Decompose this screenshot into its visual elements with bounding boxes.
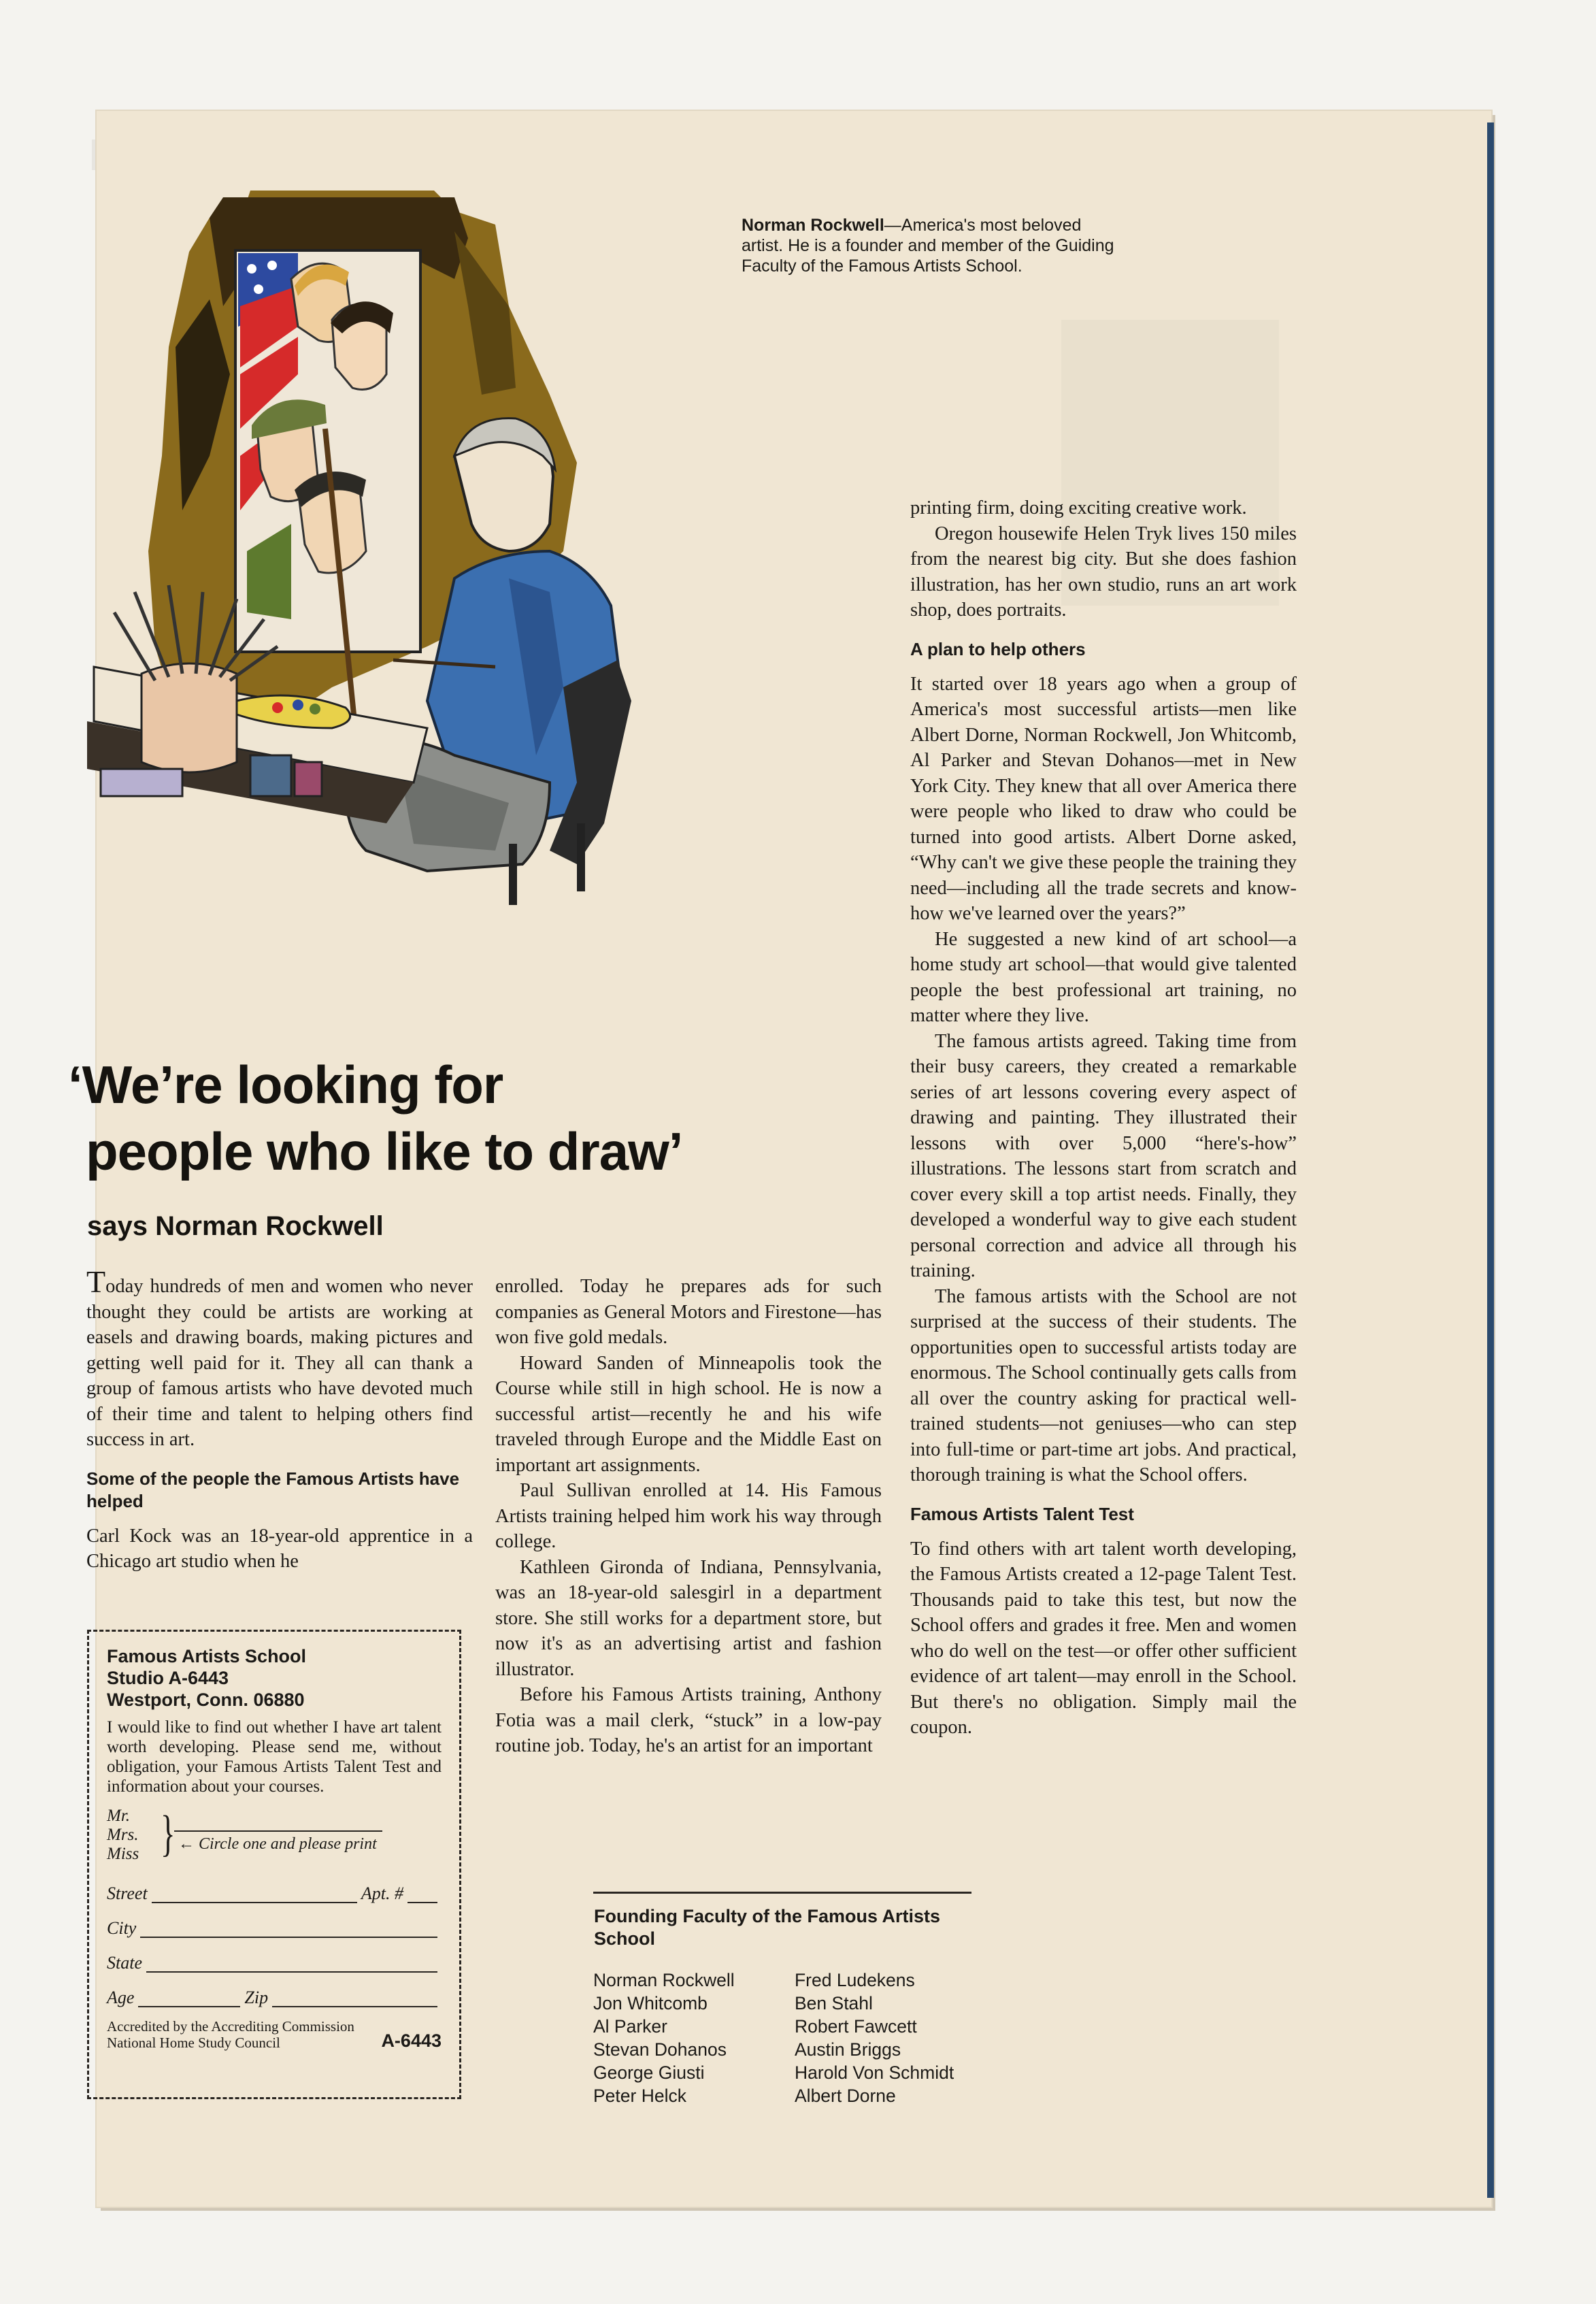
faculty-list-2: [795, 1969, 954, 2107]
headline-line-2: people who like to draw’: [86, 1121, 683, 1181]
state-field[interactable]: [146, 1956, 437, 1973]
faculty-member: Al Parker: [593, 2016, 667, 2037]
faculty-member: Jon Whitcomb: [593, 1993, 708, 2013]
brace-icon: }: [161, 1806, 176, 1862]
coupon-address: [107, 1645, 442, 1711]
street-row: [107, 1883, 442, 1903]
section-heading-helped: Some of the people the Famous Artists have helped: [86, 1468, 460, 1511]
column-2: [495, 1274, 882, 1759]
studio-code: Studio A-6443: [107, 1668, 229, 1688]
paragraph: Kathleen Gironda of Indiana, Pennsylvania, was an 18-year-old salesgirl in a department store. She still works for a department store, but now it's as an advertising artist and fashion illustrator.: [495, 1556, 882, 1680]
faculty-member: Robert Fawcett: [795, 2016, 917, 2037]
state-label: State: [107, 1953, 142, 1973]
accreditation-text: Accredited by the Accrediting Commission National Home Study Council: [107, 2018, 354, 2051]
school-city: Westport, Conn. 06880: [107, 1690, 305, 1710]
age-label: Age: [107, 1988, 135, 2007]
apt-label: Apt. #: [361, 1883, 403, 1903]
apt-field[interactable]: [408, 1887, 437, 1903]
subheadline: says Norman Rockwell: [87, 1211, 384, 1241]
faculty-member: Stevan Dohanos: [593, 2039, 727, 2060]
coupon-code: A-6443: [381, 2030, 442, 2051]
mail-in-coupon[interactable]: [87, 1630, 461, 2099]
paragraph: printing firm, doing exciting creative work.: [910, 497, 1247, 519]
headline-line-1: ‘We’re looking for: [68, 1055, 503, 1115]
circle-instruction: ← Circle one and please print: [178, 1835, 377, 1853]
faculty-member: Albert Dorne: [795, 2086, 896, 2106]
faculty-member: Ben Stahl: [795, 1993, 873, 2013]
cover-spine: [1487, 122, 1494, 2198]
age-zip-row: [107, 1988, 442, 2007]
faculty-heading: Founding Faculty of the Famous Artists School: [594, 1906, 941, 1949]
faculty-member: Peter Helck: [593, 2086, 686, 2106]
column-3: [910, 495, 1297, 1741]
accreditation-row: [107, 2018, 442, 2051]
school-name: Famous Artists School: [107, 1646, 307, 1666]
intro-paragraph: [86, 1264, 473, 1453]
city-label: City: [107, 1918, 137, 1938]
salutation-mr[interactable]: Mr.: [107, 1807, 131, 1825]
paragraph: He suggested a new kind of art school—a home study art school—that would give talented people the best professional art training, no matter where they live.: [910, 928, 1297, 1026]
faculty-member: Harold Von Schmidt: [795, 2062, 954, 2083]
column-1: [86, 1264, 473, 1575]
paragraph: The famous artists with the School are not surprised at the success of their students. The opportunities open to successful artists today are enormous. The School continually gets calls from all over the country asking for practical well-trained students—not geniuses—who can step into full-time or part-time art jobs. And practical, thorough training is what the School offers.: [910, 1285, 1297, 1485]
faculty-member: Fred Ludekens: [795, 1970, 915, 1990]
paragraph: It started over 18 years ago when a group of America's most successful artists—men like Albert Dorne, Norman Rockwell, Jon Whitcomb, Al Parker and Stevan Dohanos—met in New York City. They knew that all over America there were people who liked to draw who could be turned into good artists. Albert Dorne asked, “Why can't we give these people the training they need—including all the trade secrets and know-how we've learned over the years?”: [910, 673, 1297, 924]
zip-label: Zip: [244, 1988, 269, 2007]
city-field[interactable]: [140, 1922, 437, 1938]
state-row: [107, 1953, 442, 1973]
section-heading-talent-test: Famous Artists Talent Test: [910, 1503, 1134, 1524]
age-field[interactable]: [138, 1991, 240, 2007]
paragraph: enrolled. Today he prepares ads for such companies as General Motors and Firestone—has won five gold medals.: [495, 1276, 882, 1348]
paragraph: Oregon housewife Helen Tryk lives 150 miles from the nearest big city. But she does fashion illustration, has her own studio, runs an art work shop, does portraits.: [910, 523, 1297, 621]
salutation-field[interactable]: [107, 1806, 442, 1869]
paragraph: To find others with art talent worth developing, the Famous Artists created a 12-page Talent Test. Thousands paid to take this test, but now the School offers and grades it free. Men and women who do well on the test—or offer other sufficient evidence of art talent—may enroll in the School. But there's no obligation. Simply mail the coupon.: [910, 1538, 1297, 1738]
caption-text: —America's most beloved artist. He is a founder and member of the Guiding Faculty of the Famous Artists School.: [742, 216, 1114, 276]
zip-field[interactable]: [272, 1991, 437, 2007]
faculty-member: George Giusti: [593, 2062, 705, 2083]
faculty-list-1: [593, 1969, 735, 2107]
section-heading-plan: A plan to help others: [910, 638, 1086, 659]
paragraph: Before his Famous Artists training, Anthony Fotia was a mail clerk, “stuck” in a low-pay routine job. Today, he's an artist for an important: [495, 1684, 882, 1756]
headline: [68, 1051, 952, 1185]
salutation-mrs[interactable]: Mrs.: [107, 1826, 139, 1844]
rockwell-illustration: [73, 170, 890, 1034]
coupon-message: I would like to find out whether I have art talent worth developing. Please send me, without obligation, your Famous Artists Talent Test and information about your courses.: [107, 1718, 442, 1796]
street-label: Street: [107, 1883, 148, 1903]
divider: [593, 1892, 971, 1894]
illustration-caption: [742, 215, 1123, 276]
paragraph: Howard Sanden of Minneapolis took the Course while still in high school. He is now a successful artist—recently he and his wife traveled through Europe and the Middle East on important art assignments.: [495, 1352, 882, 1476]
salutation-miss[interactable]: Miss: [107, 1845, 139, 1863]
intro-text: oday hundreds of men and women who never thought they could be artists are working at easels and drawing boards, making pictures and getting well paid for it. They all can thank a group of famous artists who have devoted much of their time and talent to helping others find success in art.: [86, 1276, 473, 1450]
paragraph: The famous artists agreed. Taking time from their busy careers, they created a remarkable series of art lessons covering every aspect of drawing and painting. They illustrated their lessons with over 5,000 “here's-how” illustrations. The lessons start from scratch and cover every skill a top artist needs. Finally, they developed a wonderful way to give each student personal correction and advice all through his training.: [910, 1030, 1297, 1281]
paragraph: Carl Kock was an 18-year-old apprentice in a Chicago art studio when he: [86, 1525, 473, 1572]
paragraph: Paul Sullivan enrolled at 14. His Famous Artists training helped him work his way through college.: [495, 1480, 882, 1552]
city-row: [107, 1918, 442, 1938]
caption-name: Norman Rockwell: [742, 216, 884, 235]
paint-jars: [250, 755, 291, 796]
street-field[interactable]: [152, 1887, 357, 1903]
faculty-member: Austin Briggs: [795, 2039, 901, 2060]
drop-cap: T: [86, 1264, 106, 1299]
faculty-member: Norman Rockwell: [593, 1970, 735, 1990]
